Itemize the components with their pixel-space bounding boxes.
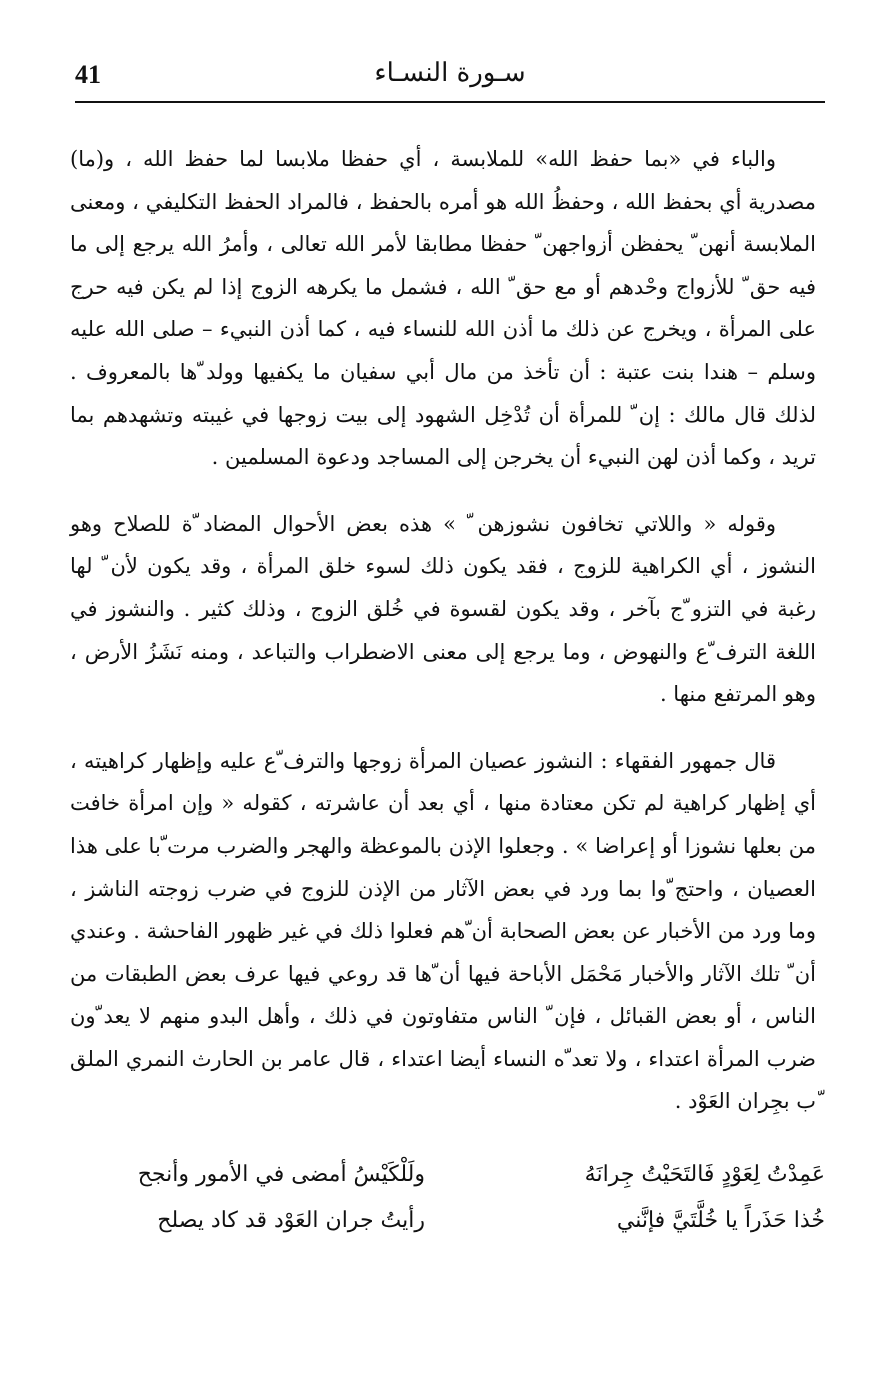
poem-verse-2 xyxy=(95,1198,825,1244)
poem-verse-1 xyxy=(95,1152,825,1198)
page-number: 41 xyxy=(75,60,101,89)
paragraph-2: وقوله « واللاتي تخافون نشوزهن ّ » هذه بعض الأحوال المضاد ّة للصلاح وهو النشوز ، أي الكراهية للزوج ، فقد يكون ذلك لسوء خلق المرأة ، وقد يكون لأن ّ لها رغبة في التزو ّج بآخر ، وقد يكون لقسوة في خُلق الزوج ، وذلك كثير . والنشوز في اللغة الترف ّع والنهوض ، وما يرجع إلى معنى الاضطراب والتباعد ، ومنه نَشَزُ الأرض ، وهو المرتفع منها . xyxy=(70,511,816,707)
poem-verse-2-second-hemistich: رأيتُ جران العَوْد قد كاد يصلح xyxy=(157,1208,425,1233)
paragraph-1: والباء في «بما حفظ الله» للملابسة ، أي حفظا ملابسا لما حفظ الله ، و(ما) مصدرية أي بحفظ الله ، وحفظُ الله هو أمره بالحفظ ، فالمراد الحفظ التكليفي ، ومعنى الملابسة أنهن ّ يحفظن أزواجهن ّ حفظا مطابقا لأمر الله تعالى ، وأمرُ الله يرجع إلى ما فيه حق ّ للأزواج وحْدهم أو مع حق ّ الله ، فشمل ما يكرهه الزوج إذا لم يكن فيه حرج على المرأة ، ويخرج عن ذلك ما أذن الله للنساء فيه ، كما أذن النبيء – صلى الله عليه وسلم – هندا بنت عتبة : أن تأخذ من مال أبي سفيان ما يكفيها وولد ّها بالمعروف . لذلك قال مالك : إن ّ للمرأة أن تُدْخِل الشهود إلى بيت زوجها في غيبته وتشهدهم بما تريد ، وكما أذن لهن النبيء أن يخرجن إلى المساجد ودعوة المسلمين . xyxy=(70,147,816,470)
poem-verse-1-second-hemistich: ولَلْكَيْسُ أمضى في الأمور وأنجح xyxy=(137,1162,425,1187)
header-rule xyxy=(75,101,825,103)
paragraph-3: قال جمهور الفقهاء : النشوز عصيان المرأة زوجها والترف ّع عليه وإظهار كراهيته ، أي إظهار كراهية لم تكن معتادة منها ، أي بعد أن عاشرته ، كقوله « وإن امرأة خافت من بعلها نشوزا أو إعراضا » . وجعلوا الإذن بالموعظة والهجر والضرب مرت ّبا على هذا العصيان ، واحتج ّوا بما ورد في بعض الآثار من الإذن للزوج في ضرب زوجته الناشز ، وما ورد من الأخبار عن بعض الصحابة أن ّهم فعلوا ذلك في غير ظهور الفاحشة . وعندي أن ّ تلك الآثار والأخبار مَحْمَل الأباحة فيها أن ّها قد روعي فيها عرف بعض الطبقات من الناس ، أو بعض القبائل ، فإن ّ الناس متفاوتون في ذلك ، وأهل البدو منهم لا يعد ّون ضرب المرأة اعتداء ، ولا تعد ّه النساء أيضا اعتداء ، قال عامر بن الحارث النمري الملق ّب بجِران العَوْد . xyxy=(70,748,816,1114)
body-text xyxy=(70,138,816,1123)
page-header xyxy=(75,58,825,98)
poem-verse-1-first-hemistich: عَمِدْتُ لِعَوْدٍ فَالتَحَيْتُ جِرانَهُ xyxy=(584,1162,825,1187)
poem-verse-2-first-hemistich: خُذا حَذَراً يا خُلَّتَيَّ فإنَّني xyxy=(616,1208,825,1233)
running-title: سـورة النسـاء xyxy=(374,58,526,88)
poem xyxy=(95,1152,825,1244)
